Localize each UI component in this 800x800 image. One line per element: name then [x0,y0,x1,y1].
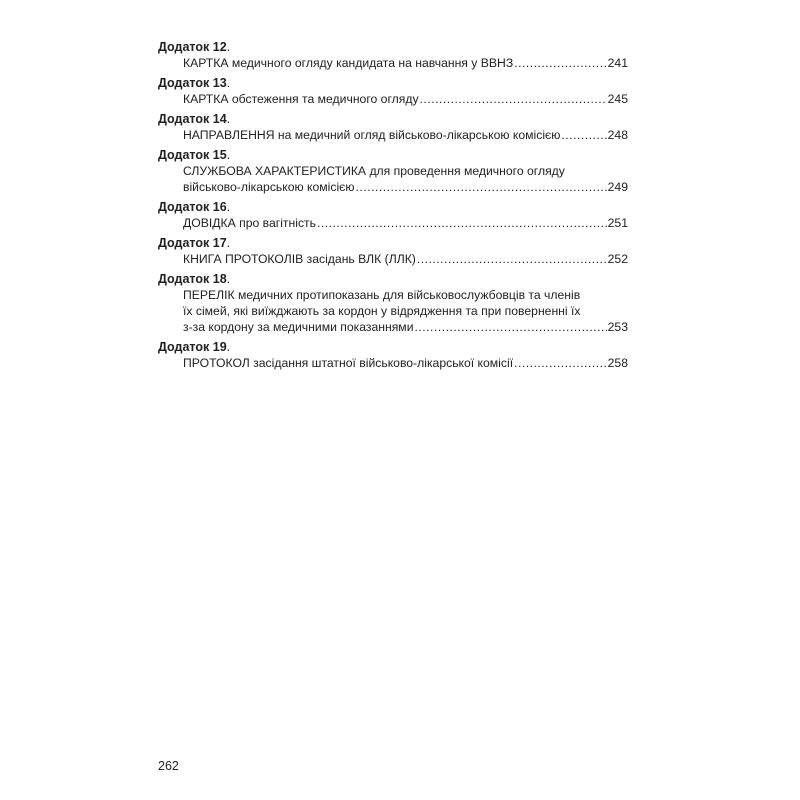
appendix-title: Додаток 14 [158,112,227,126]
toc-entry-appendix-14 [158,112,628,143]
dot-leader [317,215,607,231]
appendix-page-number: 248 [607,128,628,142]
page-number: 262 [158,759,179,773]
appendix-page-number: 245 [607,92,628,106]
appendix-text-line: ПРОТОКОЛ засідання штатної військово-лікарської комісії [183,356,514,370]
dot-leader [514,55,606,71]
appendix-title: Додаток 13 [158,76,227,90]
appendix-text-line: з-за кордону за медичними показаннями [183,320,414,334]
appendix-title: Додаток 16 [158,200,227,214]
appendix-title: Додаток 12 [158,40,227,54]
toc-entry-appendix-15 [158,148,628,195]
dot-leader [561,127,606,143]
appendix-text-line: КАРТКА медичного огляду кандидата на навчання у ВВНЗ [183,56,514,70]
appendix-heading: Додаток 16. [158,200,231,214]
appendix-heading: Додаток 12. [158,40,231,54]
appendix-text-line: їх сімей, які виїжджають за кордон у відрядження та при поверненні їх [183,304,581,318]
appendix-page-number: 253 [607,320,628,334]
appendix-heading: Додаток 14. [158,112,231,126]
appendix-description [183,163,628,195]
toc-entry-appendix-18 [158,272,628,335]
appendix-text-line: ДОВІДКА про вагітність [183,216,316,230]
appendix-text-line: військово-лікарською комісією [183,180,355,194]
toc-entry-appendix-13 [158,76,628,107]
appendix-page-number: 258 [607,356,628,370]
appendix-title: Додаток 17 [158,236,227,250]
appendix-page-number: 252 [607,252,628,266]
appendix-text-line: КНИГА ПРОТОКОЛІВ засідань ВЛК (ЛЛК) [183,252,416,266]
toc-entry-appendix-19 [158,340,628,371]
appendix-description [183,355,628,371]
appendix-text-line: СЛУЖБОВА ХАРАКТЕРИСТИКА для проведення медичного огляду [183,164,565,178]
appendix-heading: Додаток 15. [158,148,231,162]
appendix-title: Додаток 19 [158,340,227,354]
appendix-title: Додаток 15 [158,148,227,162]
appendix-description [183,251,628,267]
toc-entry-appendix-16 [158,200,628,231]
toc-entry-appendix-17 [158,236,628,267]
dot-leader [420,91,607,107]
appendix-text-line: НАПРАВЛЕННЯ на медичний огляд військово-лікарською комісією [183,128,561,142]
table-of-contents [158,40,628,376]
appendix-text-line: ПЕРЕЛІК медичних протипоказань для військовослужбовців та членів [183,288,581,302]
appendix-page-number: 251 [607,216,628,230]
appendix-page-number: 249 [607,180,628,194]
appendix-description [183,287,628,335]
appendix-title: Додаток 18 [158,272,227,286]
appendix-text-line: КАРТКА обстеження та медичного огляду [183,92,419,106]
appendix-heading: Додаток 18. [158,272,231,286]
dot-leader [417,251,607,267]
appendix-description [183,215,628,231]
toc-entry-appendix-12 [158,40,628,71]
appendix-description [183,55,628,71]
appendix-description [183,91,628,107]
appendix-description [183,127,628,143]
dot-leader [415,319,607,335]
appendix-heading: Додаток 17. [158,236,231,250]
dot-leader [514,355,607,371]
appendix-heading: Додаток 19. [158,340,231,354]
appendix-heading: Додаток 13. [158,76,231,90]
dot-leader [356,179,607,195]
appendix-page-number: 241 [607,56,628,70]
